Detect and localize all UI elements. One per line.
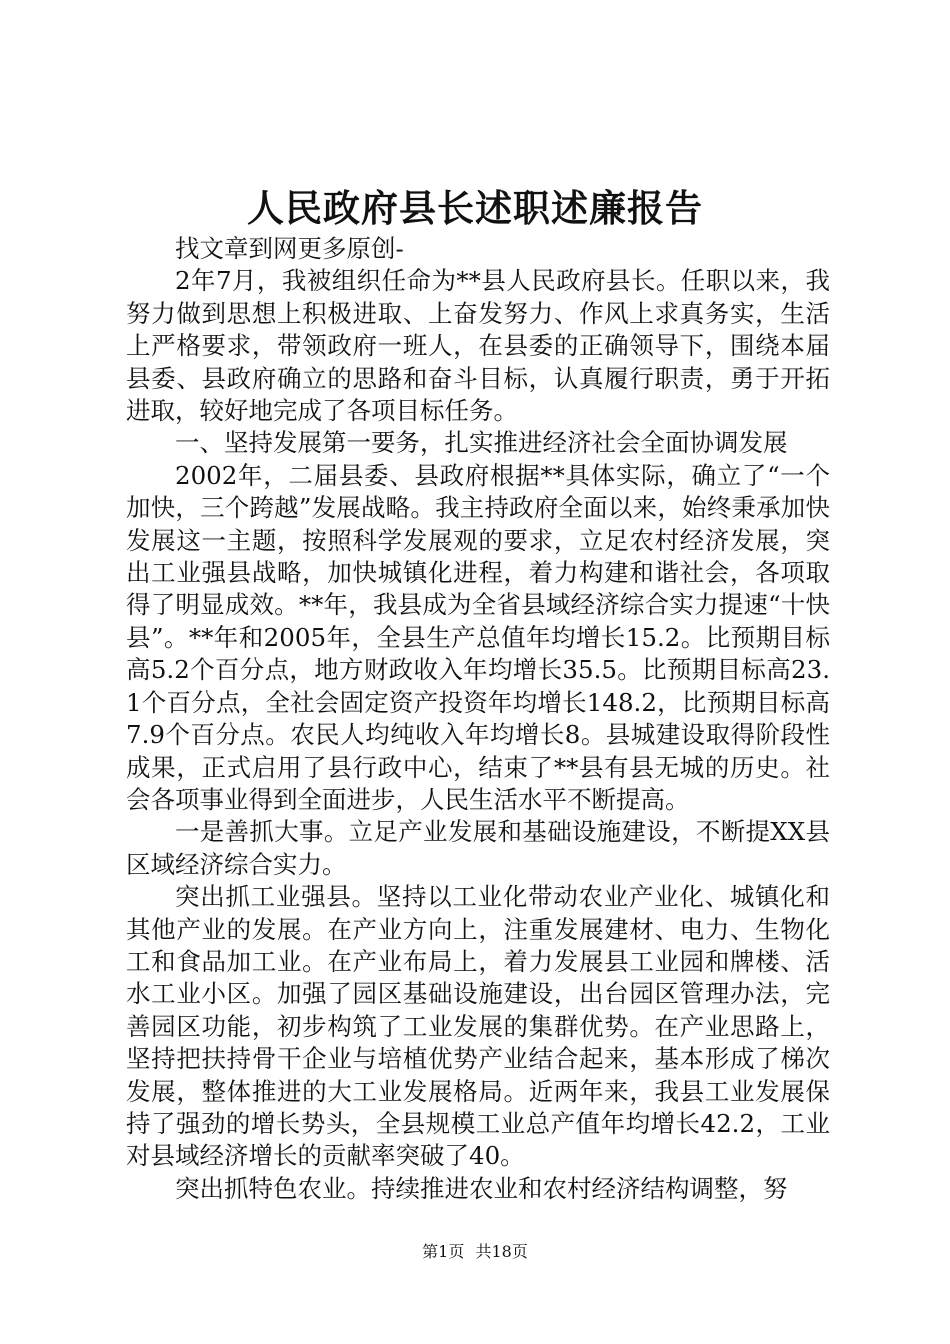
document-title: 人民政府县长述职述廉报告: [247, 186, 703, 230]
paragraph-agriculture: 突出抓特色农业。持续推进农业和农村经济结构调整，努: [175, 1173, 788, 1203]
paragraph-intro: 2年7月，我被组织任命为**县人民政府县长。任职以来，我努力做到思想上积极进取、上奋发努力、作风上求真务实，生活上严格要求，带领政府一班人，在县委的正确领导下，围绕本届县委、县政府确立的思路和奋斗目标，认真履行职责，勇于开拓进取，较好地完成了各项目标任务。: [126, 266, 830, 426]
paragraph-industry: 突出抓工业强县。坚持以工业化带动农业产业化、城镇化和其他产业的发展。在产业方向上，注重发展建材、电力、生物化工和食品加工业。在产业布局上，着力发展县工业园和牌楼、活水工业小区。加强了园区基础设施建设，出台园区管理办法，完善园区功能，初步构筑了工业发展的集群优势。在产业思路上，坚持把扶持骨干企业与培植优势产业结合起来，基本形成了梯次发展，整体推进的大工业发展格局。近两年来，我县工业发展保持了强劲的增长势头，全县规模工业总产值年均增长42.2，工业对县域经济增长的贡献率突破了40。: [126, 882, 830, 1171]
section-heading: 一、坚持发展第一要务，扎实推进经济社会全面协调发展: [175, 428, 788, 458]
page-footer: [0, 1240, 950, 1264]
paragraph-development: 2002年，二届县委、县政府根据**具体实际，确立了“一个加快，三个跨越”发展战略。我主持政府全面以来，始终秉承加快发展这一主题，按照科学发展观的要求，立足农村经济发展，突出工业强县战略，加快城镇化进程，着力构建和谐社会，各项取得了明显成效。**年，我县成为全省县域经济综合实力提速“十快县”。**年和2005年，全县生产总值年均增长15.2。比预期目标高5.2个百分点，地方财政收入年均增长35.5。比预期目标高23.1个百分点，全社会固定资产投资年均增长148.2，比预期目标高7.9个百分点。农民人均纯收入年均增长8。县城建设取得阶段性成果，正式启用了县行政中心，结束了**县有县无城的历史。社会各项事业得到全面进步，人民生活水平不断提高。: [126, 460, 830, 814]
page-number: 第1页: [422, 1242, 465, 1261]
paragraph-source-note: 找文章到网更多原创-: [175, 234, 404, 263]
document-body: [126, 233, 830, 1205]
page-total: 共18页: [475, 1242, 528, 1261]
paragraph-key-tasks: 一是善抓大事。立足产业发展和基础设施建设，不断提XX县区域经济综合实力。: [126, 817, 830, 879]
